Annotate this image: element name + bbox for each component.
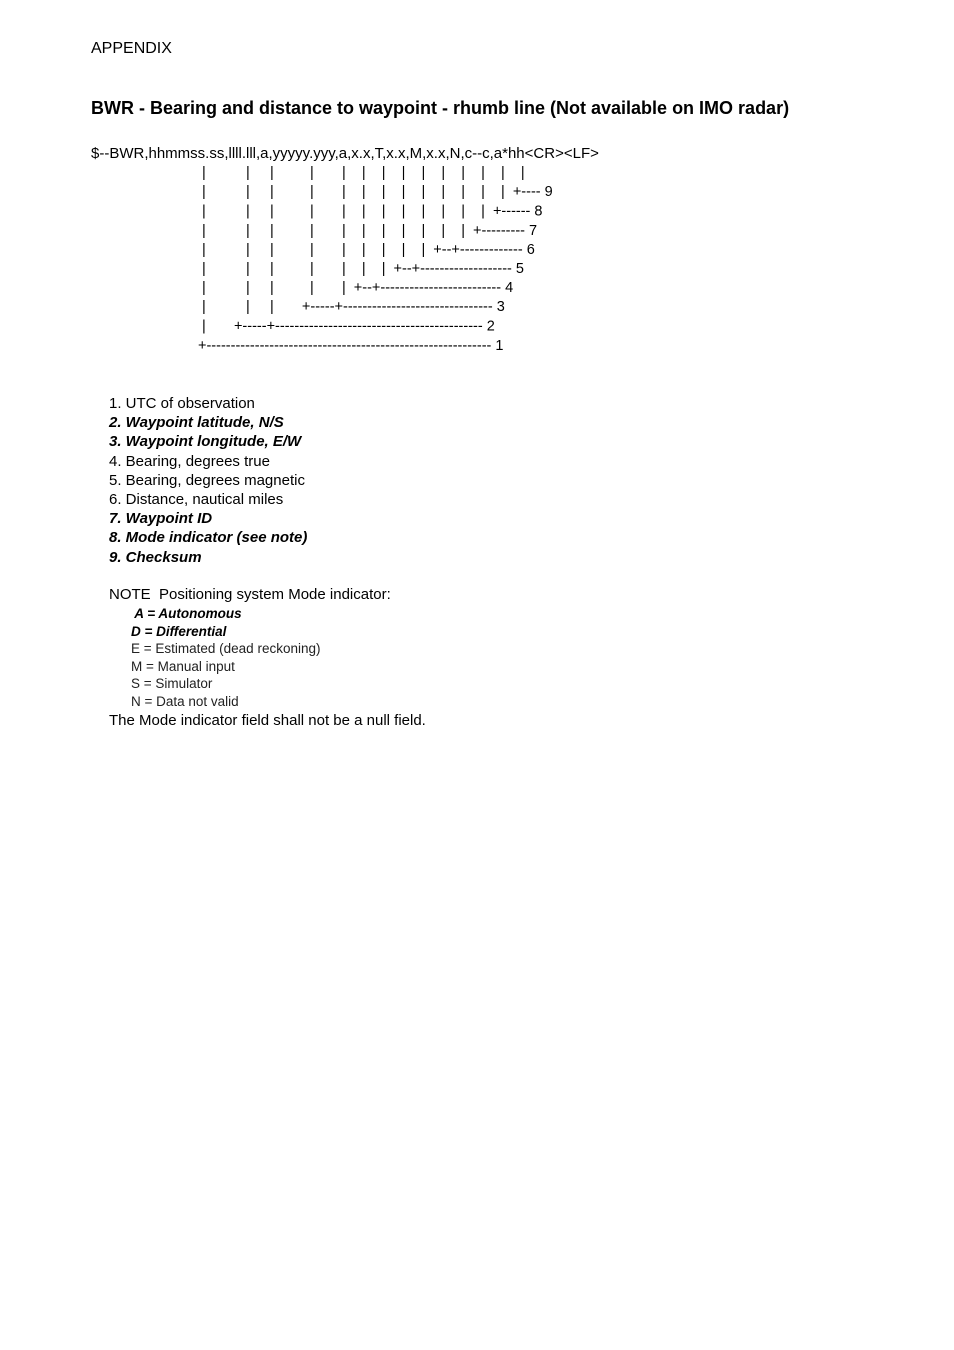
note-heading: NOTE Positioning system Mode indicator: <box>109 586 391 603</box>
field-list <box>109 394 307 567</box>
diagram-line: | | | | | +--+------------------------- 4 <box>202 280 514 296</box>
field-item: 3. Waypoint longitude, E/W <box>109 433 302 451</box>
diagram-line: +----------------------------------------------------------- 1 <box>198 338 504 354</box>
field-item: 2. Waypoint latitude, N/S <box>109 414 284 432</box>
appendix-header: APPENDIX <box>91 40 172 57</box>
footer-note: The Mode indicator field shall not be a null field. <box>109 712 426 729</box>
field-item: 6. Distance, nautical miles <box>109 490 284 508</box>
diagram-line: | | | | | | | +--+------------------- 5 <box>202 261 524 277</box>
field-item: 5. Bearing, degrees magnetic <box>109 471 305 489</box>
mode-list <box>131 605 320 711</box>
mode-item: S = Simulator <box>131 676 213 692</box>
field-item: 4. Bearing, degrees true <box>109 452 270 470</box>
mode-item: M = Manual input <box>131 658 235 674</box>
mode-item: D = Differential <box>131 623 227 639</box>
diagram-line: | | | | | | | | | | | | | +---- 9 <box>202 184 553 200</box>
diagram-line: | | | +-----+------------------------------- 3 <box>202 299 505 315</box>
mode-item: N = Data not valid <box>131 693 239 709</box>
field-item: 8. Mode indicator (see note) <box>109 529 308 547</box>
field-diagram <box>0 0 954 380</box>
field-item: 1. UTC of observation <box>109 395 255 412</box>
field-item: 7. Waypoint ID <box>109 510 213 528</box>
mode-item: A = Autonomous <box>131 606 242 621</box>
section-title: BWR - Bearing and distance to waypoint - rhumb line (Not available on IMO radar) <box>91 98 790 118</box>
diagram-line: | | | | | | | | | +--+------------- 6 <box>202 242 535 258</box>
mode-item: E = Estimated (dead reckoning) <box>131 641 321 657</box>
diagram-line: | | | | | | | | | | | +--------- 7 <box>202 223 538 239</box>
sentence-format: $--BWR,hhmmss.ss,llll.lll,a,yyyyy.yyy,a,x.x,T,x.x,M,x.x,N,c--c,a*hh<CR><LF> <box>91 145 599 162</box>
diagram-line: | | | | | | | | | | | | | | <box>202 165 525 181</box>
diagram-line: | +-----+------------------------------------------- 2 <box>202 318 495 335</box>
field-item: 9. Checksum <box>109 548 202 566</box>
diagram-line: | | | | | | | | | | | | +------ 8 <box>202 203 543 220</box>
